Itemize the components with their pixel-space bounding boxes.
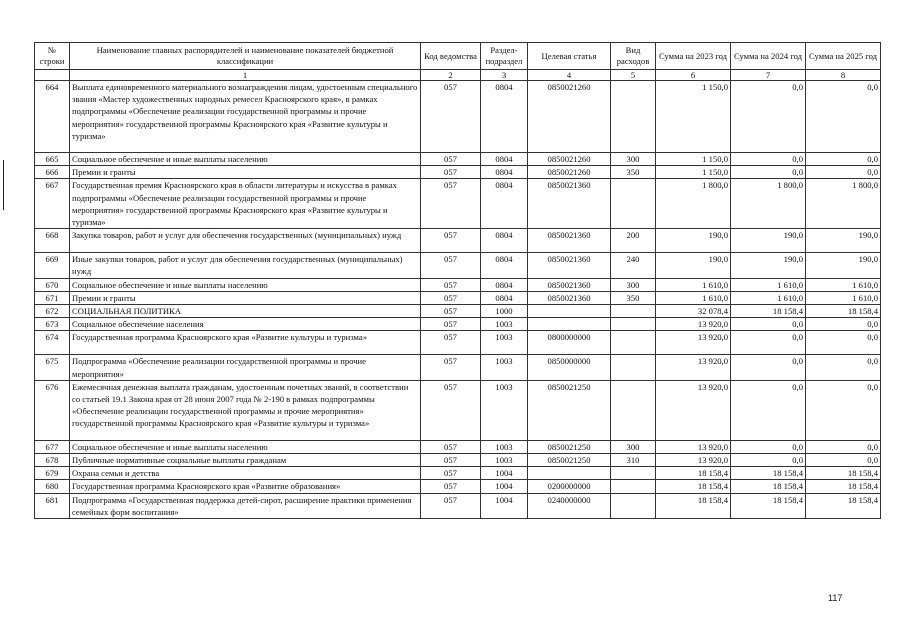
row-number: 681: [35, 493, 70, 518]
row-code: 057: [421, 380, 481, 440]
budget-table: [34, 42, 881, 519]
row-kind: [611, 179, 656, 229]
row-sum-2025: 18 158,4: [806, 305, 881, 318]
row-section: 0804: [481, 278, 528, 291]
row-number: 668: [35, 229, 70, 253]
row-sum-2023: 1 610,0: [656, 278, 731, 291]
row-kind: 300: [611, 153, 656, 166]
table-row: [35, 166, 881, 179]
row-sum-2024: 190,0: [731, 229, 806, 253]
row-sum-2024: 1 610,0: [731, 291, 806, 304]
row-name: Иные закупки товаров, работ и услуг для обеспечения государственных (муниципальных) нужд: [70, 253, 421, 278]
row-target: [528, 467, 611, 480]
header-kind: Вид расходов: [611, 43, 656, 70]
row-sum-2025: 0,0: [806, 153, 881, 166]
row-code: 057: [421, 81, 481, 153]
row-sum-2025: 190,0: [806, 253, 881, 278]
row-code: 057: [421, 153, 481, 166]
row-section: 1003: [481, 454, 528, 467]
row-code: 057: [421, 278, 481, 291]
row-name: Социальное обеспечение населения: [70, 318, 421, 331]
row-sum-2024: 0,0: [731, 81, 806, 153]
row-sum-2023: 13 920,0: [656, 331, 731, 355]
row-kind: [611, 331, 656, 355]
table-row: [35, 305, 881, 318]
row-number: 666: [35, 166, 70, 179]
row-number: 672: [35, 305, 70, 318]
row-sum-2025: 1 610,0: [806, 278, 881, 291]
header-sum-2024: Сумма на 2024 год: [731, 43, 806, 70]
header-sum-2025: Сумма на 2025 год: [806, 43, 881, 70]
column-number: 4: [528, 70, 611, 81]
row-kind: 350: [611, 291, 656, 304]
row-sum-2023: 1 800,0: [656, 179, 731, 229]
row-sum-2025: 1 800,0: [806, 179, 881, 229]
row-section: 0804: [481, 166, 528, 179]
row-code: 057: [421, 253, 481, 278]
row-section: 1003: [481, 355, 528, 380]
margin-rule: [3, 160, 4, 210]
row-sum-2023: 13 920,0: [656, 355, 731, 380]
row-sum-2023: 1 150,0: [656, 166, 731, 179]
row-kind: [611, 467, 656, 480]
row-name: Социальное обеспечение и иные выплаты населению: [70, 278, 421, 291]
row-sum-2023: 13 920,0: [656, 318, 731, 331]
row-number: 671: [35, 291, 70, 304]
row-name: Закупка товаров, работ и услуг для обеспечения государственных (муниципальных) нужд: [70, 229, 421, 253]
row-kind: 200: [611, 229, 656, 253]
row-number: 676: [35, 380, 70, 440]
row-name: Выплата единовременного материального вознаграждения лицам, удостоенным специального звания «Мастер художественных народных ремесел Красноярского края», в рамках подпрограммы «Обеспечение реализации государственной программы и прочие мероприятия» государственной программы Красноярского края «Развитие культуры и туризма»: [70, 81, 421, 153]
row-kind: [611, 305, 656, 318]
row-sum-2023: 18 158,4: [656, 480, 731, 493]
table-row: [35, 380, 881, 440]
table-row: [35, 480, 881, 493]
table-row: [35, 318, 881, 331]
row-number: 674: [35, 331, 70, 355]
row-section: 1003: [481, 440, 528, 453]
row-sum-2025: 0,0: [806, 166, 881, 179]
row-section: 1003: [481, 318, 528, 331]
table-row: [35, 81, 881, 153]
row-sum-2023: 1 610,0: [656, 291, 731, 304]
table-row: [35, 331, 881, 355]
table-row: [35, 291, 881, 304]
row-sum-2023: 1 150,0: [656, 153, 731, 166]
row-sum-2023: 13 920,0: [656, 440, 731, 453]
row-code: 057: [421, 331, 481, 355]
row-sum-2024: 0,0: [731, 454, 806, 467]
row-section: 1004: [481, 480, 528, 493]
row-section: 0804: [481, 81, 528, 153]
table-row: [35, 467, 881, 480]
column-number: 2: [421, 70, 481, 81]
table-row: [35, 493, 881, 518]
row-sum-2023: 18 158,4: [656, 493, 731, 518]
row-code: 057: [421, 291, 481, 304]
table-row: [35, 153, 881, 166]
row-sum-2024: 0,0: [731, 318, 806, 331]
row-sum-2024: 18 158,4: [731, 480, 806, 493]
row-kind: [611, 493, 656, 518]
column-number: 5: [611, 70, 656, 81]
row-sum-2025: 0,0: [806, 355, 881, 380]
row-sum-2023: 190,0: [656, 229, 731, 253]
row-name: Государственная программа Красноярского края «Развитие образования»: [70, 480, 421, 493]
row-sum-2025: 0,0: [806, 331, 881, 355]
row-sum-2024: 190,0: [731, 253, 806, 278]
column-number: 7: [731, 70, 806, 81]
row-name: Охрана семьи и детства: [70, 467, 421, 480]
row-section: 0804: [481, 253, 528, 278]
header-target: Целевая статья: [528, 43, 611, 70]
header-sum-2023: Сумма на 2023 год: [656, 43, 731, 70]
row-target: 0850021260: [528, 166, 611, 179]
row-number: 667: [35, 179, 70, 229]
row-sum-2023: 1 150,0: [656, 81, 731, 153]
row-kind: 300: [611, 440, 656, 453]
row-name: Подпрограмма «Обеспечение реализации государственной программы и прочие мероприятия»: [70, 355, 421, 380]
row-section: 1000: [481, 305, 528, 318]
row-target: 0850021360: [528, 291, 611, 304]
row-section: 1003: [481, 331, 528, 355]
row-sum-2024: 0,0: [731, 153, 806, 166]
column-number: 1: [70, 70, 421, 81]
row-number: 675: [35, 355, 70, 380]
row-sum-2025: 0,0: [806, 318, 881, 331]
table-row: [35, 253, 881, 278]
row-kind: [611, 480, 656, 493]
table-row: [35, 355, 881, 380]
row-kind: [611, 380, 656, 440]
row-kind: 240: [611, 253, 656, 278]
row-section: 0804: [481, 291, 528, 304]
table-row: [35, 440, 881, 453]
row-sum-2025: 0,0: [806, 380, 881, 440]
row-name: Премии и гранты: [70, 166, 421, 179]
row-sum-2025: 18 158,4: [806, 480, 881, 493]
row-number: 669: [35, 253, 70, 278]
row-name: Государственная программа Красноярского края «Развитие культуры и туризма»: [70, 331, 421, 355]
row-number: 678: [35, 454, 70, 467]
row-sum-2023: 190,0: [656, 253, 731, 278]
row-name: Публичные нормативные социальные выплаты гражданам: [70, 454, 421, 467]
row-sum-2024: 0,0: [731, 166, 806, 179]
row-target: 0850021360: [528, 278, 611, 291]
row-target: 0850021260: [528, 153, 611, 166]
row-sum-2025: 18 158,4: [806, 493, 881, 518]
row-sum-2024: 18 158,4: [731, 467, 806, 480]
row-kind: [611, 318, 656, 331]
row-sum-2024: 0,0: [731, 331, 806, 355]
header-name: Наименование главных распорядителей и наименование показателей бюджетной классификации: [70, 43, 421, 70]
row-sum-2025: 0,0: [806, 81, 881, 153]
row-section: 1003: [481, 380, 528, 440]
row-section: 0804: [481, 229, 528, 253]
row-number: 677: [35, 440, 70, 453]
row-name: Государственная премия Красноярского края в области литературы и искусства в рамках подпрограммы «Обеспечение реализации государственной программы и прочие мероприятия» государственной программы Красноярского края «Развитие культуры и туризма»: [70, 179, 421, 229]
row-sum-2025: 0,0: [806, 440, 881, 453]
header-section: Раздел-подраздел: [481, 43, 528, 70]
row-sum-2024: 0,0: [731, 380, 806, 440]
column-number: [35, 70, 70, 81]
row-number: 670: [35, 278, 70, 291]
row-target: 0240000000: [528, 493, 611, 518]
row-code: 057: [421, 440, 481, 453]
row-sum-2023: 13 920,0: [656, 380, 731, 440]
row-sum-2024: 18 158,4: [731, 493, 806, 518]
page-number: 117: [828, 593, 843, 603]
header-row: [35, 43, 881, 70]
row-target: 0200000000: [528, 480, 611, 493]
row-number: 679: [35, 467, 70, 480]
row-section: 1004: [481, 467, 528, 480]
row-number: 665: [35, 153, 70, 166]
table-body: [35, 81, 881, 519]
row-sum-2024: 0,0: [731, 355, 806, 380]
row-code: 057: [421, 318, 481, 331]
row-name: Социальное обеспечение и иные выплаты населению: [70, 153, 421, 166]
table-row: [35, 179, 881, 229]
row-sum-2025: 190,0: [806, 229, 881, 253]
row-code: 057: [421, 229, 481, 253]
row-section: 0804: [481, 179, 528, 229]
row-code: 057: [421, 179, 481, 229]
table-row: [35, 454, 881, 467]
row-number: 664: [35, 81, 70, 153]
row-target: [528, 318, 611, 331]
row-name: Подпрограмма «Государственная поддержка детей-сирот, расширение практики применения семейных форм воспитания»: [70, 493, 421, 518]
row-target: 0850021360: [528, 229, 611, 253]
row-sum-2023: 32 078,4: [656, 305, 731, 318]
row-section: 1004: [481, 493, 528, 518]
row-code: 057: [421, 493, 481, 518]
row-code: 057: [421, 480, 481, 493]
row-sum-2024: 0,0: [731, 440, 806, 453]
row-number: 680: [35, 480, 70, 493]
row-target: 0850021360: [528, 253, 611, 278]
row-code: 057: [421, 305, 481, 318]
row-kind: 350: [611, 166, 656, 179]
row-sum-2024: 1 610,0: [731, 278, 806, 291]
row-number: 673: [35, 318, 70, 331]
row-code: 057: [421, 166, 481, 179]
row-kind: 310: [611, 454, 656, 467]
row-target: 0850021260: [528, 81, 611, 153]
row-sum-2025: 18 158,4: [806, 467, 881, 480]
table-row: [35, 278, 881, 291]
row-name: Социальное обеспечение и иные выплаты населению: [70, 440, 421, 453]
row-target: [528, 305, 611, 318]
column-number: 6: [656, 70, 731, 81]
table-row: [35, 229, 881, 253]
row-sum-2023: 13 920,0: [656, 454, 731, 467]
column-number: 8: [806, 70, 881, 81]
row-target: 0850021250: [528, 380, 611, 440]
row-code: 057: [421, 467, 481, 480]
row-sum-2024: 1 800,0: [731, 179, 806, 229]
row-target: 0850021250: [528, 454, 611, 467]
row-kind: [611, 355, 656, 380]
row-code: 057: [421, 454, 481, 467]
row-sum-2025: 0,0: [806, 454, 881, 467]
row-section: 0804: [481, 153, 528, 166]
row-name: СОЦИАЛЬНАЯ ПОЛИТИКА: [70, 305, 421, 318]
row-sum-2025: 1 610,0: [806, 291, 881, 304]
row-sum-2023: 18 158,4: [656, 467, 731, 480]
row-kind: 300: [611, 278, 656, 291]
column-number-row: [35, 70, 881, 81]
row-target: 0850021250: [528, 440, 611, 453]
row-sum-2024: 18 158,4: [731, 305, 806, 318]
row-kind: [611, 81, 656, 153]
row-name: Премии и гранты: [70, 291, 421, 304]
row-code: 057: [421, 355, 481, 380]
header-no: № строки: [35, 43, 70, 70]
row-name: Ежемесячная денежная выплата гражданам, удостоенным почетных званий, в соответствии со статьей 19.1 Закона края от 28 июня 2007 года № 2-190 в рамках подпрограммы «Обеспечение реализации государственной программы и прочие мероприятия» государственной программы Красноярского края «Развитие культуры и туризма»: [70, 380, 421, 440]
row-target: 0800000000: [528, 331, 611, 355]
row-target: 0850021360: [528, 179, 611, 229]
header-code: Код ведомства: [421, 43, 481, 70]
column-number: 3: [481, 70, 528, 81]
row-target: 0850000000: [528, 355, 611, 380]
